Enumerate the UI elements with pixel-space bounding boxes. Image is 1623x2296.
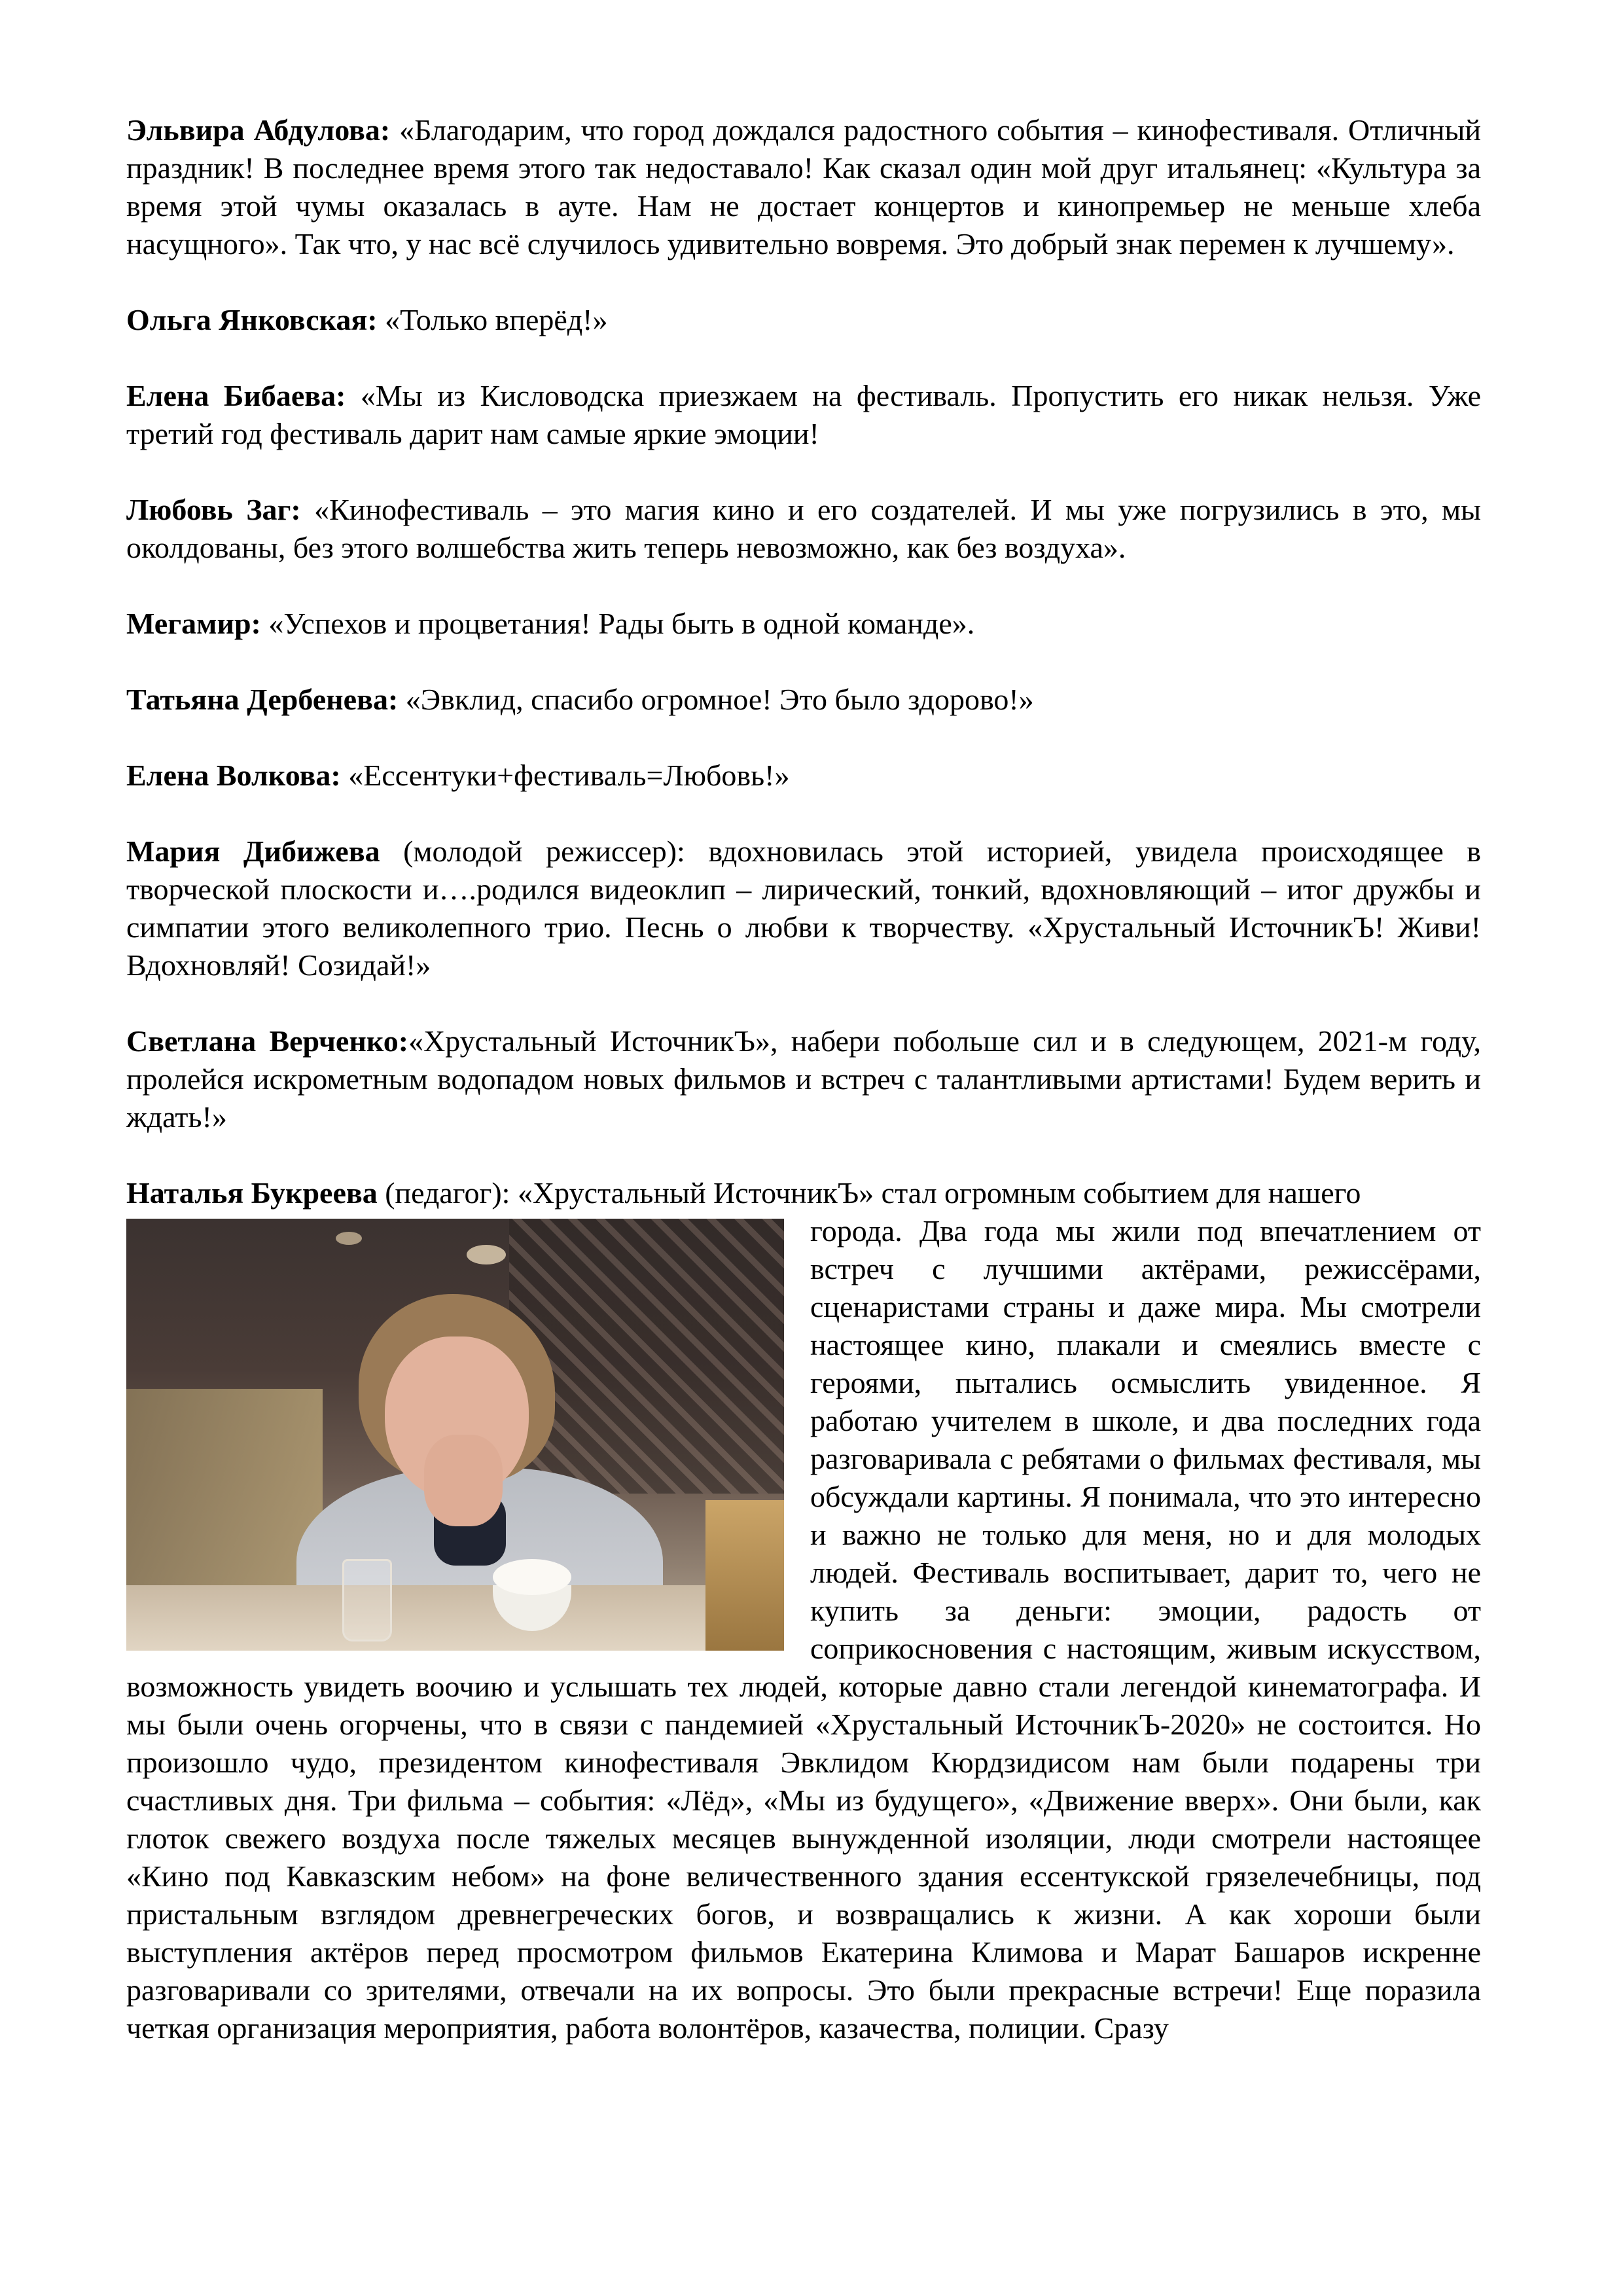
testimonial-text: «Только вперёд!»: [377, 303, 608, 336]
testimonial-text: города. Два года мы жили под впечатлением от встреч с лучшими актёрами, режиссёрами, сценаристами страны и даже мира. Мы смотрели настоящее кино, плакали и смеялись вместе с героями, пытались осмыслить увиденное. Я работаю учителем в школе, и два последних года разговаривала с ребятами о фильмах фестиваля, мы обсуждали картины. Я понимала, что это интересно и важно не только для меня, но и для молодых людей. Фестиваль воспитывает, дарит то, чего не купить за деньги: эмоции, радость от соприкосновения с настоящим, живым искусством, возможность увидеть воочию и услышать тех людей, которые давно стали легендой кинематографа. И мы были очень огорчены, что в связи с пандемией «Хрустальный ИсточникЪ-2020» не состоится. Но произошло чудо, президентом кинофестиваля Эвклидом Кюрдзидисом нам были подарены три счастливых дня. Три фильма – события: «Лёд», «Мы из будущего», «Движение вверх». Они были, как глоток свежего воздуха после тяжелых месяцев вынужденной изоляции, люди смотрели настоящее «Кино под Кавказским небом» на фоне величественного здания ессентукской грязелечебницы, под пристальным взглядом древнегреческих богов, и возвращались к жизни. А как хороши были выступления актёров перед просмотром фильмов Екатерина Климова и Марат Башаров искренне разговаривали со зрителями, отвечали на их вопросы. Это были прекрасные встречи! Еще поразила четкая организация мероприятия, работа волонтёров, казачества, полиции. Сразу: [126, 1214, 1481, 2045]
testimonial-zag: [126, 491, 1481, 567]
testimonial-volkova: [126, 757, 1481, 795]
testimonial-text: «Благодарим, что город дождался радостного события – кинофестиваля. Отличный праздник! В последнее время этого так недоставало! Как сказал один мой друг итальянец: «Культура за время этой чумы оказалась в ауте. Нам не достает концертов и кинопремьер не меньше хлеба насущного». Так что, у нас всё случилось удивительно вовремя. Это добрый знак перемен к лучшему».: [126, 113, 1481, 260]
author-name: Светлана Верченко:: [126, 1024, 409, 1058]
author-name: Елена Волкова:: [126, 759, 341, 792]
testimonial-abdulova: [126, 111, 1481, 263]
testimonial-bibaeva: [126, 377, 1481, 453]
testimonial-yankovskaya: [126, 301, 1481, 339]
author-name: Ольга Янковская:: [126, 303, 378, 336]
testimonial-text: «Успехов и процветания! Рады быть в одной команде».: [260, 607, 975, 640]
author-name: Татьяна Дербенева:: [126, 683, 399, 716]
testimonial-text: (молодой режиссер): вдохновилась этой историей, увидела происходящее в творческой плоскости и….родился видеоклип – лирический, тонкий, вдохновляющий – итог дружбы и симпатии этого великолепного трио. Песнь о любви к творчеству. «Хрустальный ИсточникЪ! Живи! Вдохновляй! Созидай!»: [126, 834, 1482, 982]
testimonial-bukreeva: [126, 1174, 1481, 2047]
testimonial-verchenko: [126, 1022, 1481, 1136]
testimonial-first-line: (педагог): «Хрустальный ИсточникЪ» стал огромным событием для нашего: [377, 1176, 1361, 1210]
author-name: Елена Бибаева:: [126, 379, 346, 412]
author-name: Эльвира Абдулова:: [126, 113, 391, 147]
testimonial-text: «Мы из Кисловодска приезжаем на фестиваль. Пропустить его никак нельзя. Уже третий год фестиваль дарит нам самые яркие эмоции!: [126, 379, 1482, 450]
testimonial-dibizheva: [126, 833, 1481, 984]
testimonial-derbeneva: [126, 681, 1481, 719]
author-name: Мария Дибижева: [126, 834, 380, 868]
testimonial-text: «Кинофестиваль – это магия кино и его создателей. И мы уже погрузились в это, мы околдованы, без этого волшебства жить теперь невозможно, как без воздуха».: [126, 493, 1481, 564]
author-name: Мегамир:: [126, 607, 261, 640]
testimonial-megamir: [126, 605, 1481, 643]
testimonial-text: «Ессентуки+фестиваль=Любовь!»: [340, 759, 790, 792]
testimonial-text: «Хрустальный ИсточникЪ», набери побольше сил и в следующем, 2021-м году, пролейся искрометным водопадом новых фильмов и встреч с талантливыми артистами! Будем верить и ждать!»: [126, 1024, 1481, 1134]
testimonial-text: «Эвклид, спасибо огромное! Это было здорово!»: [398, 683, 1034, 716]
document-page: [126, 111, 1481, 2047]
author-name: Наталья Букреева: [126, 1176, 378, 1210]
portrait-photo: [126, 1219, 784, 1651]
author-name: Любовь Заг:: [126, 493, 301, 526]
